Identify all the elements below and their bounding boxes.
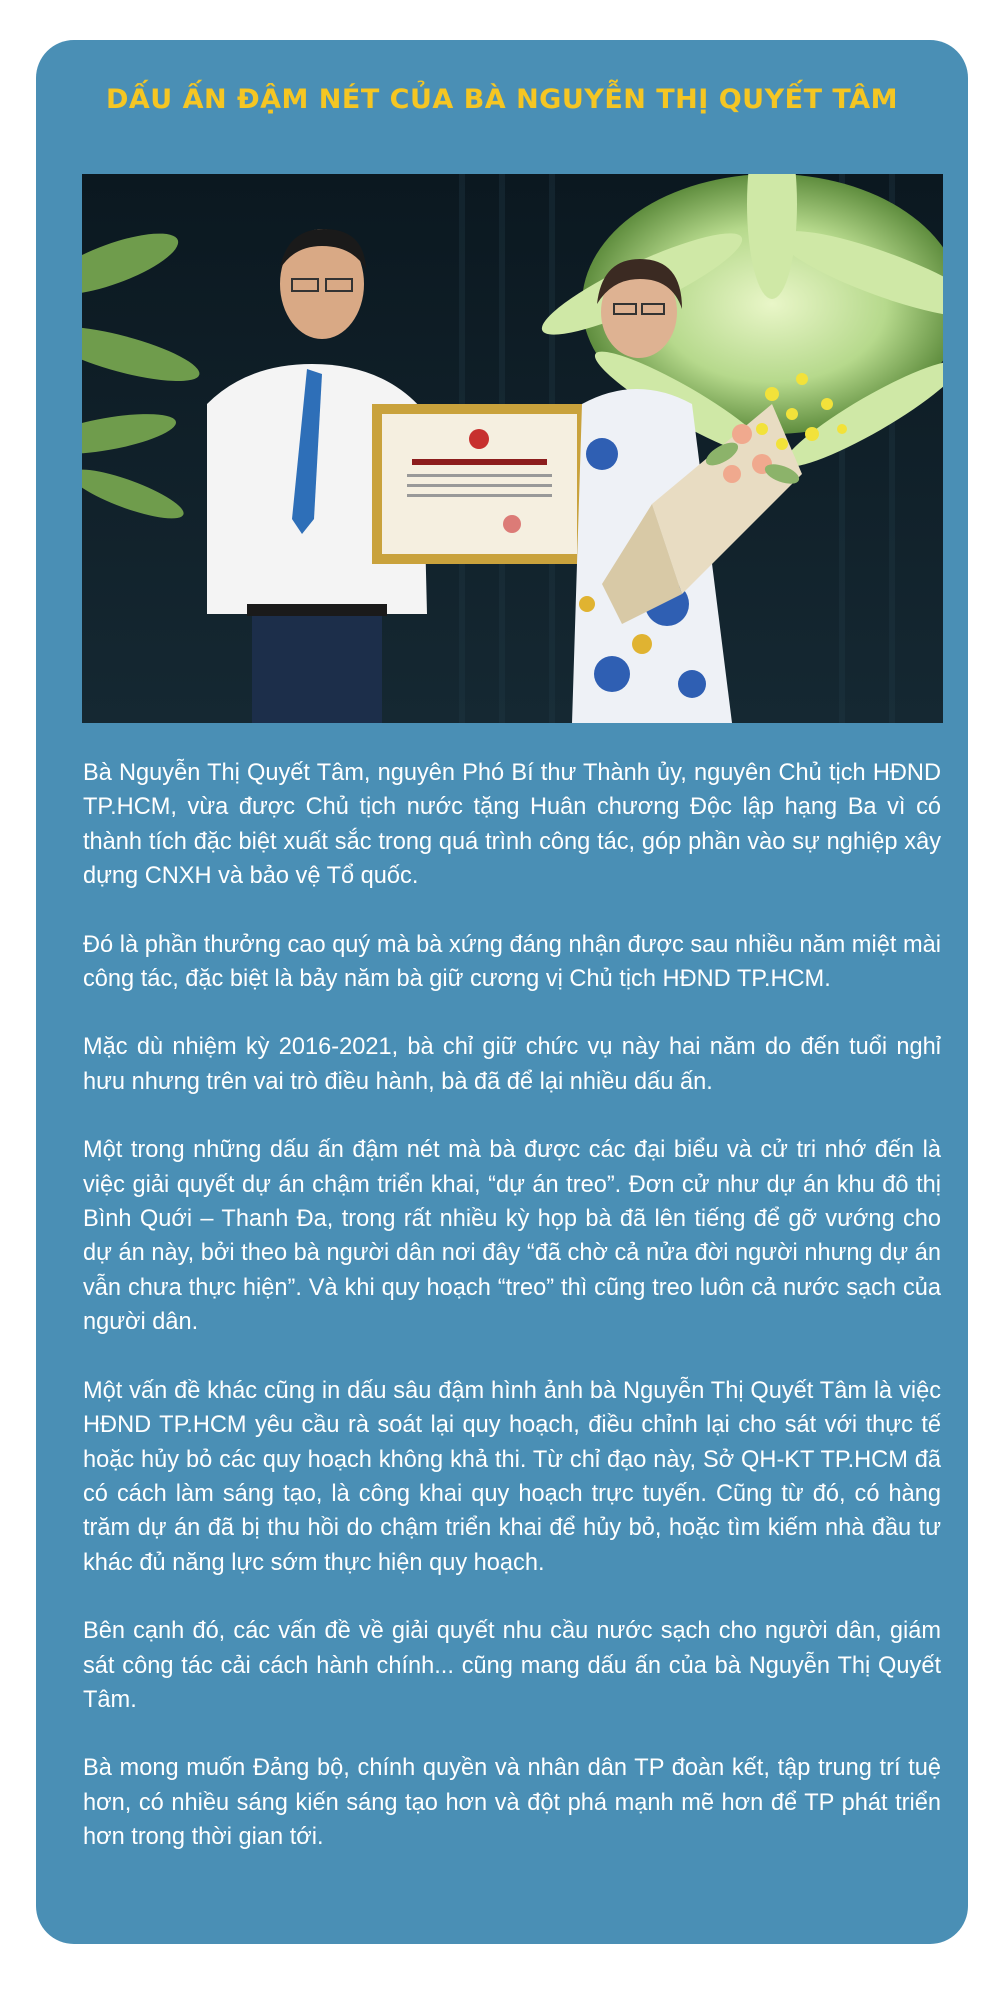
article-title: DẤU ẤN ĐẬM NÉT CỦA BÀ NGUYỄN THỊ QUYẾT TÂM	[106, 84, 898, 115]
paragraph-1: Bà Nguyễn Thị Quyết Tâm, nguyên Phó Bí thư Thành ủy, nguyên Chủ tịch HĐND TP.HCM, vừa được Chủ tịch nước tặng Huân chương Độc lập hạng Ba vì có thành tích đặc biệt xuất sắc trong quá trình công tác, góp phần vào sự nghiệp xây dựng CNXH và bảo vệ Tổ quốc.	[83, 760, 941, 890]
paragraph-5: Một vấn đề khác cũng in dấu sâu đậm hình ảnh bà Nguyễn Thị Quyết Tâm là việc HĐND TP.HCM yêu cầu rà soát lại quy hoạch, điều chỉnh lại cho sát với thực tế hoặc hủy bỏ các quy hoạch không khả thi. Từ chỉ đạo này, Sở QH-KT TP.HCM đã có cách làm sáng tạo, là công khai quy hoạch trực tuyến. Cũng từ đó, có hàng trăm dự án đã bị thu hồi do chậm triển khai để hủy bỏ, hoặc tìm kiếm nhà đầu tư khác đủ năng lực sớm thực hiện quy hoạch.	[83, 1377, 941, 1576]
paragraph-7: Bà mong muốn Đảng bộ, chính quyền và nhân dân TP đoàn kết, tập trung trí tuệ hơn, có nhiều sáng kiến sáng tạo hơn và đột phá mạnh mẽ hơn để TP phát triển hơn trong thời gian tới.	[83, 1755, 941, 1851]
article-card	[36, 40, 968, 1944]
paragraph-4: Một trong những dấu ấn đậm nét mà bà được các đại biểu và cử tri nhớ đến là việc giải quyết dự án chậm triển khai, “dự án treo”. Đơn cử như dự án khu đô thị Bình Quới – Thanh Đa, trong rất nhiều kỳ họp bà đã lên tiếng để gỡ vướng cho dự án này, bởi theo bà người dân nơi đây “đã chờ cả nửa đời người nhưng dự án vẫn chưa thực hiện”. Và khi quy hoạch “treo” thì cũng treo luôn cả nước sạch của người dân.	[83, 1137, 941, 1336]
award-ceremony-photo	[82, 174, 943, 723]
article-body	[83, 756, 941, 1889]
photo-illustration	[82, 174, 943, 723]
paragraph-2: Đó là phần thưởng cao quý mà bà xứng đáng nhận được sau nhiều năm miệt mài công tác, đặc biệt là bảy năm bà giữ cương vị Chủ tịch HĐND TP.HCM.	[83, 931, 941, 993]
paragraph-6: Bên cạnh đó, các vấn đề về giải quyết nhu cầu nước sạch cho người dân, giám sát công tác cải cách hành chính... cũng mang dấu ấn của bà Nguyễn Thị Quyết Tâm.	[83, 1618, 941, 1713]
paragraph-3: Mặc dù nhiệm kỳ 2016-2021, bà chỉ giữ chức vụ này hai năm do đến tuổi nghỉ hưu nhưng trên vai trò điều hành, bà đã để lại nhiều dấu ấn.	[83, 1034, 941, 1095]
